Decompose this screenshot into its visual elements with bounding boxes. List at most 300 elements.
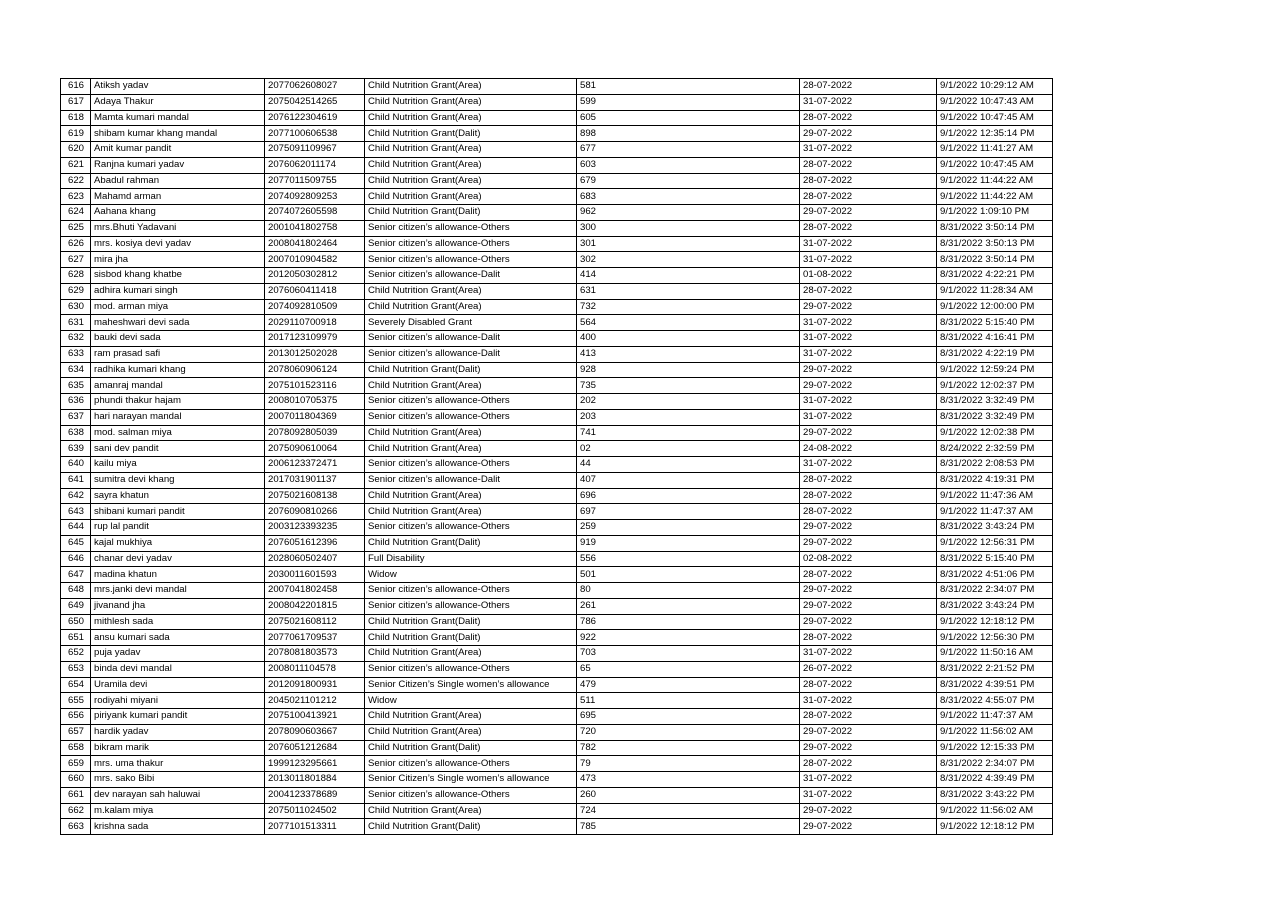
id-number-cell: 2075091109967 [265,142,365,158]
amount-cell: 302 [577,252,800,268]
serial-number-cell: 662 [61,803,91,819]
allowance-type-cell: Child Nutrition Grant(Dalit) [365,819,577,835]
table-row [61,94,1053,110]
amount-cell: 735 [577,378,800,394]
table-row [61,740,1053,756]
beneficiary-name-cell: puja yadav [91,646,265,662]
amount-cell: 631 [577,283,800,299]
table-row [61,457,1053,473]
allowance-type-cell: Senior citizen’s allowance-Others [365,394,577,410]
timestamp-cell: 8/31/2022 3:43:24 PM [937,520,1053,536]
table-row [61,677,1053,693]
table-row [61,126,1053,142]
table-row [61,819,1053,835]
date-cell: 31-07-2022 [800,236,937,252]
beneficiary-name-cell: mithlesh sada [91,614,265,630]
table-row [61,425,1053,441]
timestamp-cell: 8/31/2022 5:15:40 PM [937,315,1053,331]
beneficiary-name-cell: hardik yadav [91,724,265,740]
allowance-type-cell: Senior citizen’s allowance-Others [365,661,577,677]
date-cell: 29-07-2022 [800,819,937,835]
amount-cell: 400 [577,331,800,347]
allowance-type-cell: Child Nutrition Grant(Area) [365,173,577,189]
date-cell: 31-07-2022 [800,315,937,331]
table-row [61,142,1053,158]
serial-number-cell: 635 [61,378,91,394]
amount-cell: 696 [577,488,800,504]
serial-number-cell: 616 [61,79,91,95]
date-cell: 28-07-2022 [800,110,937,126]
id-number-cell: 2077011509755 [265,173,365,189]
timestamp-cell: 9/1/2022 11:44:22 AM [937,173,1053,189]
date-cell: 31-07-2022 [800,646,937,662]
id-number-cell: 2075021608112 [265,614,365,630]
serial-number-cell: 653 [61,661,91,677]
timestamp-cell: 9/1/2022 10:29:12 AM [937,79,1053,95]
id-number-cell: 2074092810509 [265,299,365,315]
serial-number-cell: 625 [61,220,91,236]
id-number-cell: 2007041802458 [265,583,365,599]
id-number-cell: 2012091800931 [265,677,365,693]
allowance-type-cell: Widow [365,567,577,583]
date-cell: 29-07-2022 [800,598,937,614]
id-number-cell: 2012050302812 [265,268,365,284]
beneficiary-name-cell: jivanand jha [91,598,265,614]
beneficiary-name-cell: Ranjna kumari yadav [91,157,265,173]
timestamp-cell: 9/1/2022 11:28:34 AM [937,283,1053,299]
amount-cell: 79 [577,756,800,772]
serial-number-cell: 644 [61,520,91,536]
id-number-cell: 2076051212684 [265,740,365,756]
table-row [61,189,1053,205]
date-cell: 31-07-2022 [800,394,937,410]
table-row [61,236,1053,252]
beneficiary-name-cell: Amit kumar pandit [91,142,265,158]
allowance-type-cell: Child Nutrition Grant(Area) [365,724,577,740]
amount-cell: 697 [577,504,800,520]
beneficiary-name-cell: Uramila devi [91,677,265,693]
beneficiary-name-cell: kailu miya [91,457,265,473]
timestamp-cell: 9/1/2022 11:56:02 AM [937,803,1053,819]
table-row [61,268,1053,284]
date-cell: 28-07-2022 [800,677,937,693]
table-row [61,441,1053,457]
id-number-cell: 2075101523116 [265,378,365,394]
table-row [61,614,1053,630]
id-number-cell: 2007011804369 [265,409,365,425]
id-number-cell: 2075100413921 [265,709,365,725]
serial-number-cell: 656 [61,709,91,725]
amount-cell: 511 [577,693,800,709]
table-row [61,787,1053,803]
serial-number-cell: 663 [61,819,91,835]
date-cell: 24-08-2022 [800,441,937,457]
amount-cell: 259 [577,520,800,536]
id-number-cell: 2001041802758 [265,220,365,236]
timestamp-cell: 8/31/2022 2:34:07 PM [937,583,1053,599]
id-number-cell: 2076122304619 [265,110,365,126]
allowance-type-cell: Widow [365,693,577,709]
amount-cell: 679 [577,173,800,189]
serial-number-cell: 642 [61,488,91,504]
allowance-type-cell: Child Nutrition Grant(Area) [365,142,577,158]
table-row [61,283,1053,299]
allowance-type-cell: Senior citizen’s allowance-Others [365,409,577,425]
allowance-type-cell: Child Nutrition Grant(Area) [365,425,577,441]
id-number-cell: 2029110700918 [265,315,365,331]
beneficiary-name-cell: ansu kumari sada [91,630,265,646]
date-cell: 29-07-2022 [800,740,937,756]
date-cell: 29-07-2022 [800,425,937,441]
allowance-type-cell: Child Nutrition Grant(Dalit) [365,126,577,142]
allowance-type-cell: Child Nutrition Grant(Area) [365,441,577,457]
id-number-cell: 2017123109979 [265,331,365,347]
timestamp-cell: 8/31/2022 4:39:51 PM [937,677,1053,693]
id-number-cell: 2077100606538 [265,126,365,142]
allowance-type-cell: Senior citizen’s allowance-Others [365,220,577,236]
id-number-cell: 2078090603667 [265,724,365,740]
amount-cell: 581 [577,79,800,95]
date-cell: 02-08-2022 [800,551,937,567]
id-number-cell: 2076051612396 [265,535,365,551]
serial-number-cell: 661 [61,787,91,803]
table-row [61,315,1053,331]
allowance-type-cell: Senior citizen’s allowance-Others [365,787,577,803]
date-cell: 31-07-2022 [800,772,937,788]
table-row [61,693,1053,709]
date-cell: 31-07-2022 [800,252,937,268]
date-cell: 28-07-2022 [800,79,937,95]
date-cell: 29-07-2022 [800,299,937,315]
id-number-cell: 2074092809253 [265,189,365,205]
timestamp-cell: 9/1/2022 10:47:45 AM [937,157,1053,173]
table-row [61,252,1053,268]
serial-number-cell: 658 [61,740,91,756]
timestamp-cell: 8/31/2022 3:50:14 PM [937,220,1053,236]
timestamp-cell: 8/31/2022 4:19:31 PM [937,472,1053,488]
timestamp-cell: 8/31/2022 3:43:24 PM [937,598,1053,614]
beneficiary-name-cell: mira jha [91,252,265,268]
allowance-type-cell: Senior Citizen’s Single women’s allowance [365,772,577,788]
id-number-cell: 2078092805039 [265,425,365,441]
serial-number-cell: 628 [61,268,91,284]
table-row [61,756,1053,772]
serial-number-cell: 633 [61,346,91,362]
allowance-type-cell: Child Nutrition Grant(Area) [365,189,577,205]
id-number-cell: 2076090810266 [265,504,365,520]
id-number-cell: 2013011801884 [265,772,365,788]
allowance-type-cell: Child Nutrition Grant(Area) [365,803,577,819]
beneficiary-name-cell: bikram marik [91,740,265,756]
amount-cell: 782 [577,740,800,756]
allowance-type-cell: Severely Disabled Grant [365,315,577,331]
amount-cell: 203 [577,409,800,425]
allowance-type-cell: Child Nutrition Grant(Dalit) [365,205,577,221]
timestamp-cell: 9/1/2022 11:50:16 AM [937,646,1053,662]
beneficiary-name-cell: dev narayan sah haluwai [91,787,265,803]
amount-cell: 02 [577,441,800,457]
timestamp-cell: 9/1/2022 12:02:38 PM [937,425,1053,441]
timestamp-cell: 9/1/2022 12:35:14 PM [937,126,1053,142]
beneficiary-name-cell: mod. arman miya [91,299,265,315]
date-cell: 28-07-2022 [800,630,937,646]
table-row [61,567,1053,583]
amount-cell: 80 [577,583,800,599]
allowance-type-cell: Child Nutrition Grant(Dalit) [365,614,577,630]
serial-number-cell: 626 [61,236,91,252]
serial-number-cell: 660 [61,772,91,788]
timestamp-cell: 8/31/2022 4:39:49 PM [937,772,1053,788]
date-cell: 29-07-2022 [800,535,937,551]
serial-number-cell: 654 [61,677,91,693]
beneficiary-name-cell: Aahana khang [91,205,265,221]
amount-cell: 407 [577,472,800,488]
amount-cell: 720 [577,724,800,740]
timestamp-cell: 8/31/2022 4:16:41 PM [937,331,1053,347]
serial-number-cell: 643 [61,504,91,520]
date-cell: 31-07-2022 [800,693,937,709]
timestamp-cell: 9/1/2022 12:56:31 PM [937,535,1053,551]
amount-cell: 260 [577,787,800,803]
id-number-cell: 2076060411418 [265,283,365,299]
timestamp-cell: 8/31/2022 3:43:22 PM [937,787,1053,803]
timestamp-cell: 8/31/2022 4:51:06 PM [937,567,1053,583]
beneficiary-name-cell: shibani kumari pandit [91,504,265,520]
allowance-type-cell: Child Nutrition Grant(Area) [365,94,577,110]
table-row [61,331,1053,347]
timestamp-cell: 9/1/2022 11:47:37 AM [937,709,1053,725]
beneficiary-name-cell: radhika kumari khang [91,362,265,378]
table-row [61,772,1053,788]
beneficiary-name-cell: amanraj mandal [91,378,265,394]
table-row [61,472,1053,488]
date-cell: 31-07-2022 [800,142,937,158]
allowance-type-cell: Senior citizen’s allowance-Dalit [365,472,577,488]
allowance-type-cell: Child Nutrition Grant(Area) [365,157,577,173]
amount-cell: 786 [577,614,800,630]
amount-cell: 479 [577,677,800,693]
id-number-cell: 2074072605598 [265,205,365,221]
serial-number-cell: 618 [61,110,91,126]
amount-cell: 962 [577,205,800,221]
amount-cell: 301 [577,236,800,252]
beneficiary-name-cell: kajal mukhiya [91,535,265,551]
serial-number-cell: 621 [61,157,91,173]
id-number-cell: 2076062011174 [265,157,365,173]
serial-number-cell: 649 [61,598,91,614]
table-row [61,661,1053,677]
date-cell: 29-07-2022 [800,205,937,221]
table-row [61,583,1053,599]
id-number-cell: 2078081803573 [265,646,365,662]
serial-number-cell: 620 [61,142,91,158]
allowance-type-cell: Senior citizen’s allowance-Dalit [365,346,577,362]
serial-number-cell: 632 [61,331,91,347]
timestamp-cell: 9/1/2022 11:47:36 AM [937,488,1053,504]
timestamp-cell: 8/31/2022 3:50:13 PM [937,236,1053,252]
date-cell: 31-07-2022 [800,346,937,362]
serial-number-cell: 637 [61,409,91,425]
records-table [60,78,1053,835]
id-number-cell: 2045021101212 [265,693,365,709]
timestamp-cell: 9/1/2022 10:47:43 AM [937,94,1053,110]
allowance-type-cell: Child Nutrition Grant(Area) [365,488,577,504]
amount-cell: 724 [577,803,800,819]
timestamp-cell: 9/1/2022 11:44:22 AM [937,189,1053,205]
records-table-body [61,79,1053,835]
date-cell: 31-07-2022 [800,409,937,425]
beneficiary-name-cell: krishna sada [91,819,265,835]
date-cell: 28-07-2022 [800,220,937,236]
beneficiary-name-cell: ram prasad safi [91,346,265,362]
serial-number-cell: 634 [61,362,91,378]
timestamp-cell: 8/31/2022 2:21:52 PM [937,661,1053,677]
allowance-type-cell: Child Nutrition Grant(Dalit) [365,740,577,756]
allowance-type-cell: Senior citizen’s allowance-Dalit [365,268,577,284]
beneficiary-name-cell: mrs. kosiya devi yadav [91,236,265,252]
table-row [61,173,1053,189]
beneficiary-name-cell: maheshwari devi sada [91,315,265,331]
id-number-cell: 2013012502028 [265,346,365,362]
allowance-type-cell: Child Nutrition Grant(Area) [365,79,577,95]
amount-cell: 501 [577,567,800,583]
table-row [61,409,1053,425]
id-number-cell: 2075011024502 [265,803,365,819]
table-row [61,551,1053,567]
serial-number-cell: 638 [61,425,91,441]
amount-cell: 603 [577,157,800,173]
allowance-type-cell: Child Nutrition Grant(Dalit) [365,535,577,551]
serial-number-cell: 640 [61,457,91,473]
table-row [61,724,1053,740]
id-number-cell: 2008042201815 [265,598,365,614]
allowance-type-cell: Senior citizen’s allowance-Others [365,457,577,473]
table-row [61,504,1053,520]
date-cell: 28-07-2022 [800,173,937,189]
serial-number-cell: 648 [61,583,91,599]
table-row [61,346,1053,362]
allowance-type-cell: Child Nutrition Grant(Dalit) [365,630,577,646]
serial-number-cell: 629 [61,283,91,299]
serial-number-cell: 623 [61,189,91,205]
serial-number-cell: 631 [61,315,91,331]
allowance-type-cell: Child Nutrition Grant(Dalit) [365,362,577,378]
amount-cell: 919 [577,535,800,551]
serial-number-cell: 650 [61,614,91,630]
table-row [61,709,1053,725]
amount-cell: 413 [577,346,800,362]
date-cell: 29-07-2022 [800,583,937,599]
id-number-cell: 2007010904582 [265,252,365,268]
timestamp-cell: 9/1/2022 10:47:45 AM [937,110,1053,126]
date-cell: 28-07-2022 [800,488,937,504]
serial-number-cell: 617 [61,94,91,110]
beneficiary-name-cell: rodiyahi miyani [91,693,265,709]
date-cell: 31-07-2022 [800,94,937,110]
beneficiary-name-cell: Mahamd arman [91,189,265,205]
date-cell: 29-07-2022 [800,378,937,394]
timestamp-cell: 9/1/2022 11:41:27 AM [937,142,1053,158]
timestamp-cell: 9/1/2022 11:47:37 AM [937,504,1053,520]
beneficiary-name-cell: sayra khatun [91,488,265,504]
id-number-cell: 2077101513311 [265,819,365,835]
amount-cell: 65 [577,661,800,677]
amount-cell: 599 [577,94,800,110]
beneficiary-name-cell: mrs.janki devi mandal [91,583,265,599]
id-number-cell: 2006123372471 [265,457,365,473]
timestamp-cell: 9/1/2022 12:59:24 PM [937,362,1053,378]
timestamp-cell: 8/31/2022 2:08:53 PM [937,457,1053,473]
amount-cell: 741 [577,425,800,441]
id-number-cell: 2017031901137 [265,472,365,488]
allowance-type-cell: Child Nutrition Grant(Area) [365,283,577,299]
allowance-type-cell: Senior Citizen’s Single women’s allowance [365,677,577,693]
beneficiary-name-cell: mrs. uma thakur [91,756,265,772]
amount-cell: 732 [577,299,800,315]
amount-cell: 677 [577,142,800,158]
amount-cell: 202 [577,394,800,410]
beneficiary-name-cell: mrs. sako Bibi [91,772,265,788]
date-cell: 29-07-2022 [800,126,937,142]
id-number-cell: 2078060906124 [265,362,365,378]
beneficiary-name-cell: chanar devi yadav [91,551,265,567]
date-cell: 31-07-2022 [800,457,937,473]
table-row [61,488,1053,504]
allowance-type-cell: Senior citizen’s allowance-Others [365,583,577,599]
timestamp-cell: 8/31/2022 4:55:07 PM [937,693,1053,709]
timestamp-cell: 9/1/2022 11:56:02 AM [937,724,1053,740]
amount-cell: 414 [577,268,800,284]
amount-cell: 928 [577,362,800,378]
allowance-type-cell: Child Nutrition Grant(Area) [365,110,577,126]
allowance-type-cell: Senior citizen’s allowance-Others [365,252,577,268]
date-cell: 28-07-2022 [800,472,937,488]
amount-cell: 695 [577,709,800,725]
allowance-type-cell: Senior citizen’s allowance-Others [365,236,577,252]
serial-number-cell: 655 [61,693,91,709]
serial-number-cell: 619 [61,126,91,142]
timestamp-cell: 9/1/2022 12:18:12 PM [937,819,1053,835]
allowance-type-cell: Child Nutrition Grant(Area) [365,378,577,394]
amount-cell: 261 [577,598,800,614]
amount-cell: 300 [577,220,800,236]
id-number-cell: 2077062608027 [265,79,365,95]
amount-cell: 473 [577,772,800,788]
table-row [61,157,1053,173]
timestamp-cell: 8/24/2022 2:32:59 PM [937,441,1053,457]
timestamp-cell: 9/1/2022 12:18:12 PM [937,614,1053,630]
table-row [61,362,1053,378]
serial-number-cell: 624 [61,205,91,221]
beneficiary-name-cell: shibam kumar khang mandal [91,126,265,142]
allowance-type-cell: Senior citizen’s allowance-Others [365,520,577,536]
allowance-type-cell: Senior citizen’s allowance-Others [365,598,577,614]
id-number-cell: 2075042514265 [265,94,365,110]
timestamp-cell: 8/31/2022 3:32:49 PM [937,394,1053,410]
beneficiary-name-cell: mrs.Bhuti Yadavani [91,220,265,236]
serial-number-cell: 630 [61,299,91,315]
amount-cell: 785 [577,819,800,835]
serial-number-cell: 646 [61,551,91,567]
serial-number-cell: 651 [61,630,91,646]
timestamp-cell: 8/31/2022 4:22:21 PM [937,268,1053,284]
beneficiary-name-cell: sisbod khang khatbe [91,268,265,284]
amount-cell: 683 [577,189,800,205]
date-cell: 01-08-2022 [800,268,937,284]
beneficiary-name-cell: Mamta kumari mandal [91,110,265,126]
table-row [61,520,1053,536]
date-cell: 29-07-2022 [800,803,937,819]
